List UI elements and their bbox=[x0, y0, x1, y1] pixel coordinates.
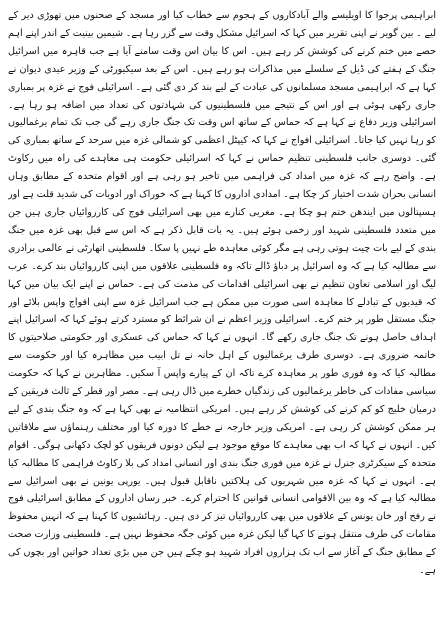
article-body-text: ابراہیمی پرجوا کا اویلیسے والے آبادکاروں کے ہجوم سے خطاب کیا اور مسجد کے صحنوں میں تھوڑی دیر کے لیے ۔ بین گویر نے اپنی تقریر میں کہا کہ اسرائیل مشکل وقت سے گزر رہا ہے۔ شیمین بینیت کے اندر اپنے اہم حصے میں ختم کرنے کی کوشش کر رہے ہیں۔ اس کا بیان اس وقت سامنے آیا ہے جب قاہرہ میں اسرائیل جنگ کے ہفتے کی ڈیل کے سلسلے میں مذاکرات ہو رہے ہیں۔ اس کے بعد سیکیورٹی کے وزیر عیدی دیوان نے کہا ہے کہ ابراہیمی مسجد مسلمانوں کی عبادت کے لیے بند کر دی گئی ہے۔ اسرائیلی فوج نے غزہ پر بمباری جاری رکھی ہوئی ہے اور اس کے نتیجے میں فلسطینیوں کی شہادتوں کی تعداد میں اضافہ ہو رہا ہے۔ اسرائیلی وزیر دفاع نے کہا ہے کہ حماس کے ساتھ اس وقت تک جنگ جاری رہے گی جب تک تمام یرغمالیوں کو رہا نہیں کیا جاتا۔ اسرائیلی افواج نے کہا کہ کیپٹل اعظمی کو شمالی غزہ میں سرحد کے ساتھ بمباری کی گئی۔ دوسری جانب فلسطینی تنظیم حماس نے کہا کہ اسرائیلی حکومت ہی معاہدے کی راہ میں رکاوٹ ہے۔ واضح رہے کہ غزہ میں امداد کی فراہمی میں تاخیر ہو رہی ہے اور اقوام متحدہ کے مطابق وہاں انسانی بحران شدت اختیار کر چکا ہے۔ امدادی اداروں کا کہنا ہے کہ خوراک اور ادویات کی شدید قلت ہے اور ہسپتالوں میں ایندھن ختم ہو چکا ہے۔ مغربی کنارے میں بھی اسرائیلی فوج کی کارروائیاں جاری ہیں جن میں متعدد فلسطینی شہید اور زخمی ہوئے ہیں۔ یہ بات قابل ذکر ہے کہ اس سے قبل بھی غزہ میں جنگ بندی کے لیے بات چیت ہوتی رہی ہے مگر کوئی معاہدہ طے نہیں پا سکا۔ فلسطینی اتھارٹی نے عالمی برادری سے مطالبہ کیا ہے کہ وہ اسرائیل پر دباؤ ڈالے تاکہ وہ فلسطینی علاقوں میں اپنی کارروائیاں بند کرے۔ عرب لیگ اور اسلامی تعاون تنظیم نے بھی اسرائیلی اقدامات کی مذمت کی ہے۔ حماس نے اپنے ایک بیان میں کہا کہ قیدیوں کے تبادلے کا معاہدہ اسی صورت میں ممکن ہے جب اسرائیل غزہ سے اپنی افواج واپس بلائے اور جنگ مستقل طور پر ختم کرے۔ اسرائیلی وزیر اعظم نے ان شرائط کو مسترد کرتے ہوئے کہا کہ اسرائیل اپنے اہداف حاصل ہونے تک جنگ جاری رکھے گا۔ انہوں نے کہا کہ حماس کی عسکری اور حکومتی صلاحیتوں کا خاتمہ ضروری ہے۔ دوسری طرف یرغمالیوں کے اہل خانہ نے تل ابیب میں مظاہرہ کیا اور حکومت سے مطالبہ کیا کہ وہ فوری طور پر معاہدہ کرے تاکہ ان کے پیارے واپس آ سکیں۔ مظاہرین نے کہا کہ حکومت سیاسی مفادات کی خاطر یرغمالیوں کی زندگیاں خطرے میں ڈال رہی ہے۔ مصر اور قطر کے ثالث فریقین کے درمیان خلیج کو کم کرنے کی کوشش کر رہے ہیں۔ امریکی انتظامیہ نے بھی کہا ہے کہ وہ جنگ بندی کے لیے ہر ممکن کوشش کر رہی ہے۔ امریکی وزیر خارجہ نے خطے کا دورہ کیا اور مختلف رہنماؤں سے ملاقاتیں کیں۔ انہوں نے کہا کہ اب بھی معاہدے کا موقع موجود ہے لیکن دونوں فریقوں کو لچک دکھانی ہوگی۔ اقوام متحدہ کے سیکرٹری جنرل نے غزہ میں فوری جنگ بندی اور انسانی امداد کی بلا رکاوٹ فراہمی کا مطالبہ کیا ہے۔ انہوں نے کہا کہ غزہ میں شہریوں کی ہلاکتیں ناقابل قبول ہیں۔ یورپی یونین نے بھی اسرائیل سے مطالبہ کیا ہے کہ وہ بین الاقوامی انسانی قوانین کا احترام کرے۔ خبر رساں اداروں کے مطابق اسرائیلی فوج نے رفح اور خان یونس کے علاقوں میں بھی کارروائیاں تیز کر دی ہیں۔ رہائشیوں کا کہنا ہے کہ انہیں محفوظ مقامات کی طرف منتقل ہونے کا کہا گیا لیکن غزہ میں کوئی جگہ محفوظ نہیں ہے۔ فلسطینی وزارت صحت کے مطابق جنگ کے آغاز سے اب تک ہزاروں افراد شہید ہو چکے ہیں جن میں بڑی تعداد خواتین اور بچوں کی ہے۔ bbox=[8, 10, 436, 577]
